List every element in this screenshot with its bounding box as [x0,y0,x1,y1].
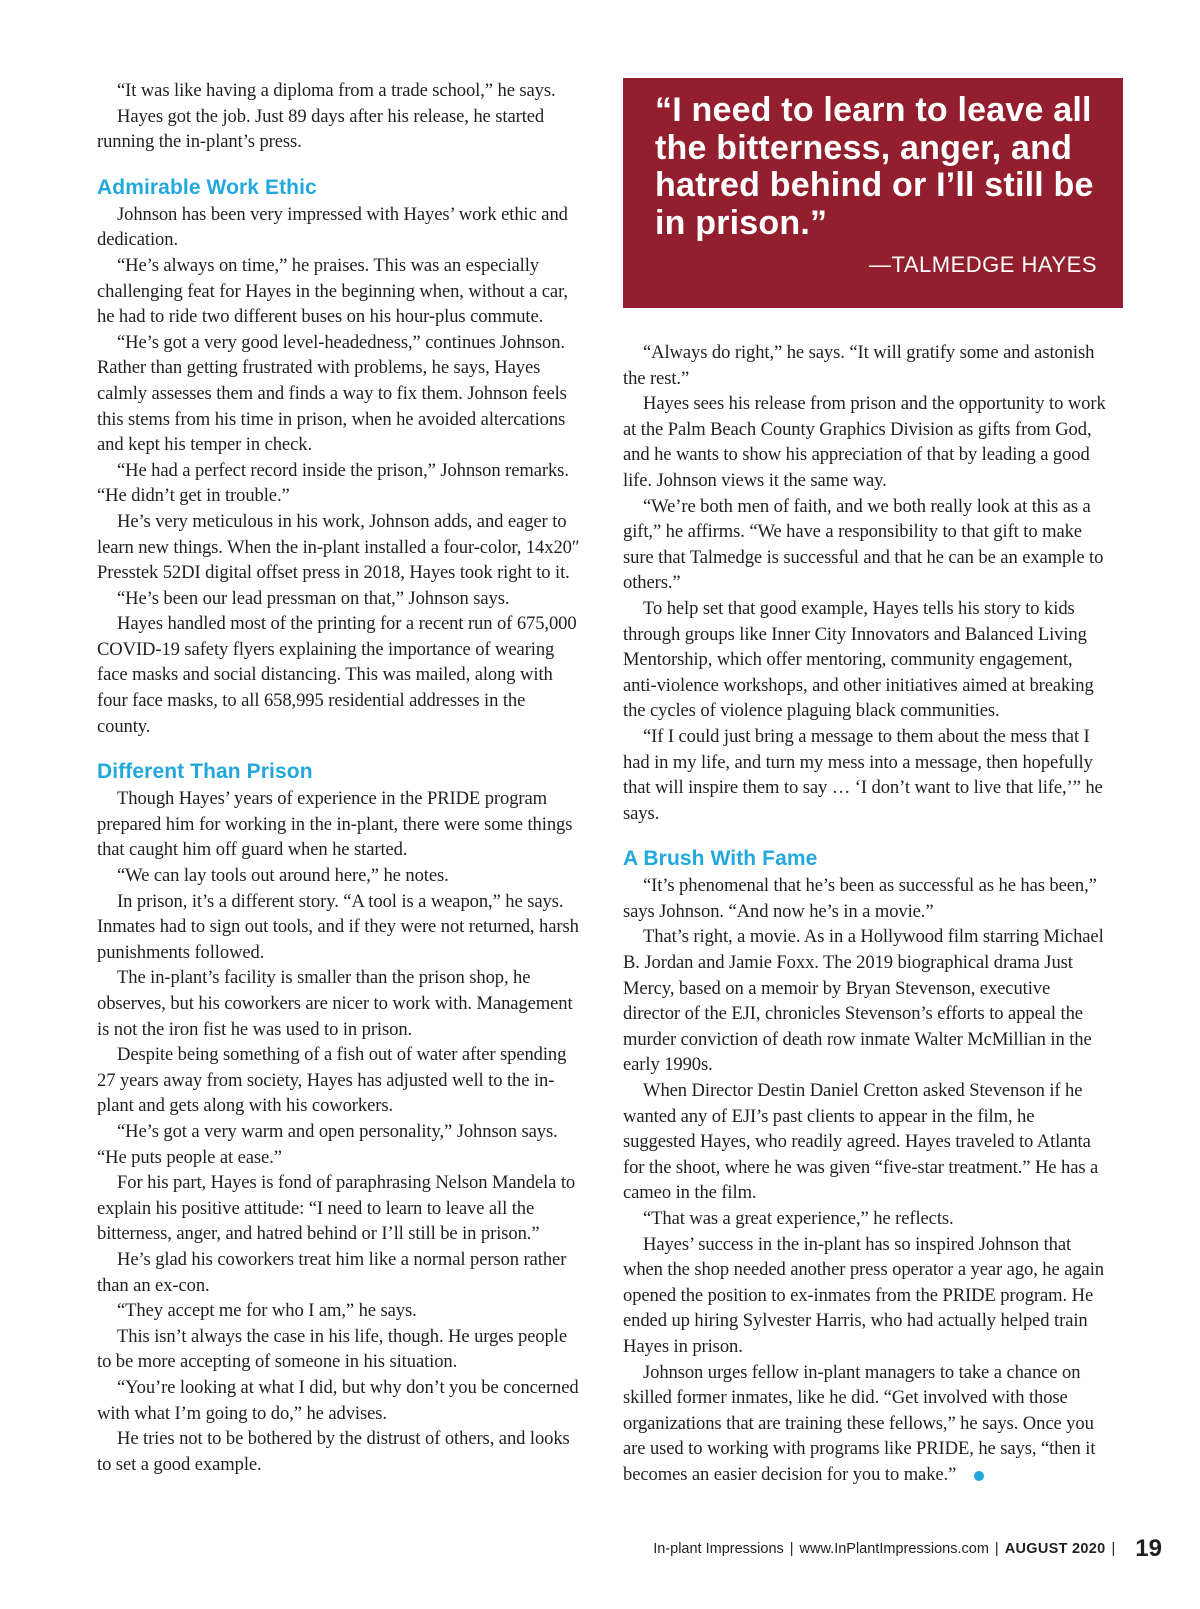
body-paragraph: “It was like having a diploma from a trade school,” he says. [117,80,556,101]
body-paragraph: “He’s got a very warm and open personality,” Johnson says. “He puts people at ease.” [97,1120,558,1168]
body-paragraph: He tries not to be bothered by the distrust of others, and looks to set a good example. [97,1428,570,1475]
body-paragraph: “He’s always on time,” he praises. This was an especially challenging feat for Hayes in the beginning when, without a car, he had to ride two different buses on his hour-plus commute. [97,254,568,328]
body-paragraph: Hayes’ success in the in-plant has so inspired Johnson that when the shop needed another press operator a year ago, he again opened the position to ex-inmates from the PRIDE program. He ended up hiring Sylvester Harris, who had actually helped train Hayes in prison. [623,1233,1104,1357]
body-paragraph: “It’s phenomenal that he’s been as successful as he has been,” says Johnson. “And now he’s in a movie.” [623,875,1097,922]
left-column [97,78,581,1477]
last-paragraph-text: Johnson urges fellow in-plant managers to take a chance on skilled former inmates, like he did. “Get involved with those organizations that are training these fellows,” he says. Once you are used to working with programs like PRIDE, he says, “then it becomes an easier decision for you to make.” [623,1361,1096,1485]
body-paragraph: He’s very meticulous in his work, Johnson adds, and eager to learn new things. When the in-plant installed a four-color, 14x20″ Presstek 52DI digital offset press in 2018, Hayes took right to it. [97,510,580,584]
body-paragraph: “That was a great experience,” he reflects. [643,1208,954,1229]
body-paragraph: “We can lay tools out around here,” he notes. [117,865,449,887]
body-paragraph: Hayes sees his release from prison and the opportunity to work at the Palm Beach County Graphics Division as gifts from God, and he wants to show his appreciation of that by leading a good life. Johnson views it the same way. [623,393,1106,491]
body-paragraph: Hayes handled most of the printing for a recent run of 675,000 COVID-19 safety flyers explaining the importance of wearing face masks and social distancing. This was mailed, along with four face masks, to all 658,995 residential addresses in the county. [97,613,577,737]
footer-issue-date: AUGUST 2020 [1004,1541,1106,1557]
section-heading: A Brush With Fame [623,847,818,871]
section-heading: Admirable Work Ethic [97,175,317,199]
footer-separator: | [789,1541,794,1557]
body-paragraph: “We’re both men of faith, and we both really look at this as a gift,” he affirms. “We have a responsibility to that gift to make sure that Talmedge is successful and that he can be an example to others.” [623,495,1104,594]
pull-quote-attribution: —TALMEDGE HAYES [869,252,1097,277]
body-paragraph: Despite being something of a fish out of water after spending 27 years away from society, Hayes has adjusted well to the in-plant and gets along with his coworkers. [97,1044,567,1117]
body-paragraph: “He’s been our lead pressman on that,” Johnson says. [117,587,510,609]
body-paragraph: Johnson has been very impressed with Hayes’ work ethic and dedication. [97,203,568,251]
body-paragraph-last [623,1360,1107,1488]
footer-publication: In-plant Impressions [653,1541,784,1557]
pull-quote-text: “I need to learn to leave all the bitterness, anger, and hatred behind or I’ll still be in prison.” [655,91,1094,242]
body-paragraph: “If I could just bring a message to them about the mess that I had in my life, and turn my mess into a message, then hopefully that will inspire them to say … ‘I don’t want to live that life,’” he says. [623,725,1103,824]
body-paragraph: For his part, Hayes is fond of paraphrasing Nelson Mandela to explain his positive attitude: “I need to learn to leave all the bitterness, anger, and hatred behind or I’ll still be in prison.” [97,1172,576,1245]
body-paragraph: This isn’t always the case in his life, though. He urges people to be more accepting of someone in his situation. [97,1325,568,1373]
body-paragraph: To help set that good example, Hayes tells his story to kids through groups like Inner City Innovators and Balanced Living Mentorship, which offer mentoring, community engagement, anti-violence workshops, and other initiatives aimed at breaking the cycles of violence plaguing black communities. [623,597,1094,722]
body-paragraph: “Always do right,” he says. “It will gratify some and astonish the rest.” [623,342,1095,389]
page-footer [653,1535,1162,1563]
body-paragraph: He’s glad his coworkers treat him like a normal person rather than an ex-con. [97,1248,567,1296]
footer-website: www.InPlantImpressions.com [799,1541,989,1557]
body-paragraph: Hayes got the job. Just 89 days after his release, he started running the in-plant’s press. [97,105,545,153]
body-paragraph: Though Hayes’ years of experience in the PRIDE program prepared him for working in the in-plant, there were some things that caught him off guard when he started. [97,788,573,861]
body-paragraph: “You’re looking at what I did, but why don’t you be concerned with what I’m going to do,” he advises. [97,1376,579,1424]
body-paragraph: “He’s got a very good level-headedness,” continues Johnson. Rather than getting frustrated with problems, he says, Hayes calmly assesses them and finds a way to fix them. Johnson feels this stems from his time in prison, when he avoided altercations and kept his temper in check. [97,331,567,456]
body-paragraph: “He had a perfect record inside the prison,” Johnson remarks. “He didn’t get in trouble.” [97,459,569,507]
body-paragraph: That’s right, a movie. As in a Hollywood film starring Michael B. Jordan and Jamie Foxx. The 2019 biographical drama Just Mercy, based on a memoir by Bryan Stevenson, executive director of the EJI, chronicles Stevenson’s efforts to appeal the murder conviction of death row inmate Walter McMillian in the early 1990s. [623,926,1104,1076]
footer-separator: | [1111,1541,1116,1557]
right-column [623,78,1107,1488]
footer-separator: | [994,1541,999,1557]
body-paragraph: In prison, it’s a different story. “A tool is a weapon,” he says. Inmates had to sign out tools, and if they were not returned, harsh punishments followed. [97,890,579,963]
right-column-body [623,340,1107,1488]
section-heading: Different Than Prison [97,760,313,784]
body-paragraph: “They accept me for who I am,” he says. [117,1300,417,1322]
body-paragraph: The in-plant’s facility is smaller than the prison shop, he observes, but his coworkers are nicer to work with. Management is not the iron fist he was used to in prison. [97,967,573,1040]
end-mark-dot-icon [974,1471,984,1481]
body-paragraph: When Director Destin Daniel Cretton asked Stevenson if he wanted any of EJI’s past clients to appear in the film, he suggested Hayes, who readily agreed. Hayes traveled to Atlanta for the shoot, where he was given “five-star treatment.” He has a cameo in the film. [623,1080,1099,1204]
page-number: 19 [1135,1535,1162,1562]
